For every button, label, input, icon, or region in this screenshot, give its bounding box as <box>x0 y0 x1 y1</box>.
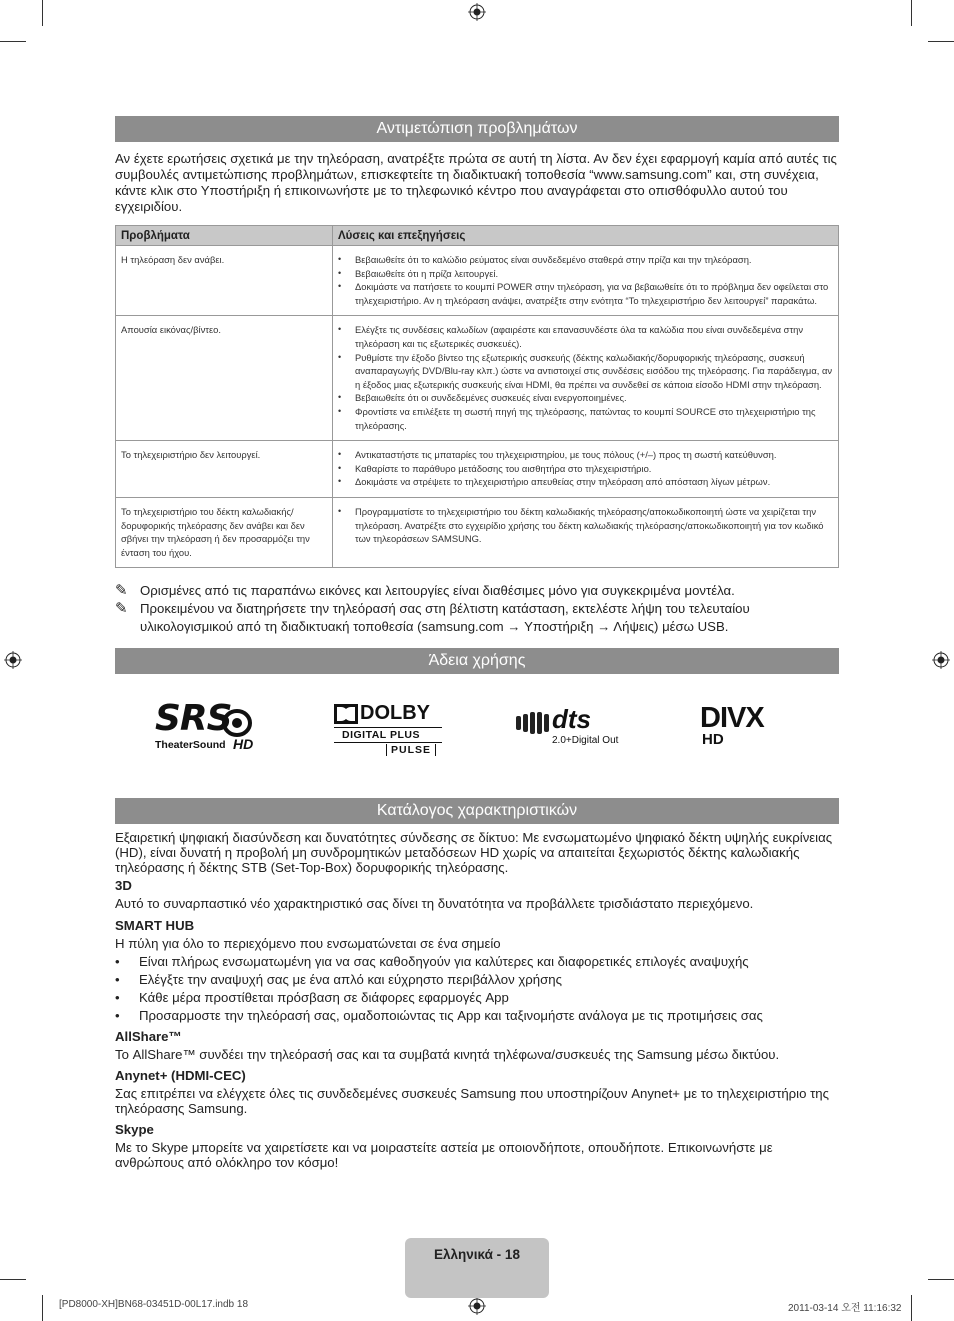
dts-digital-out-logo <box>516 704 626 752</box>
divx-hd-mark: HD <box>702 731 724 748</box>
crop-mark <box>928 1279 954 1280</box>
crop-mark <box>0 41 26 42</box>
solution-item: • Βεβαιωθείτε ότι οι συνδεδεμένες συσκευές είναι ενεργοποιημένες. <box>355 391 833 405</box>
solution-item: • Ελέγξτε τις συνδέσεις καλωδίων (αφαιρέστε και επανασυνδέστε όλα τα καλώδια που είναι συνδεδεμένα στην τηλεόραση και τις εξωτερικές συσκευές). <box>355 323 833 350</box>
print-datetime: 2011-03-14 오전 11:16:32 <box>788 1303 902 1314</box>
solution-item: • Προγραμματίστε το τηλεχειριστήριο του δέκτη καλωδιακής τηλεόρασης/αποκωδικοποιητή ώστε να χειρίζεται την τηλεόραση. Ανατρέξτε στο εγχειρίδιο χρήσης του δέκτη καλωδιακής τηλεόρασης/αποκωδικοποιητή για τον κωδικό των τηλεοράσεων SAMSUNG. <box>355 505 833 546</box>
dolby-digital-plus-label: DIGITAL PLUS <box>334 727 442 743</box>
table-row <box>116 497 839 567</box>
smarthub-bullet: • Ελέγξτε την αναψυχή σας με ένα απλό και εύχρηστο περιβάλλον χρήσης <box>115 971 839 989</box>
feature-smarthub-title: SMART HUB <box>115 918 195 933</box>
feature-anynet-text: Σας επιτρέπει να ελέγχετε όλες τις συνδεδεμένες συσκευές Samsung που υποστηρίζουν Anynet+ με το τηλεχειριστήριο της τηλεόρασης Samsung. <box>115 1086 829 1116</box>
srs-subtitle: TheaterSound <box>155 739 226 751</box>
problem-cell: Το τηλεχειριστήριο δεν λειτουργεί. <box>116 441 333 498</box>
print-file-info: [PD8000-XH]BN68-03451D-00L17.indb 18 <box>59 1299 249 1310</box>
dts-subtitle: 2.0+Digital Out <box>552 735 619 746</box>
page-number-tab: Ελληνικά - 18 <box>405 1238 549 1298</box>
feature-allshare-text: Το AllShare™ συνδέει την τηλεόρασή σας και τα συμβατά κινητά τηλέφωνα/συσκευές της Samsung μέσω δικτύου. <box>115 1047 780 1062</box>
troubleshooting-table <box>115 225 839 568</box>
registration-mark-icon <box>932 651 950 669</box>
dolby-wordmark: DOLBY <box>360 702 430 724</box>
dts-waves-icon <box>516 712 552 734</box>
srs-hd-mark: HD <box>233 736 254 752</box>
solution-item: • Δοκιμάστε να στρέψετε το τηλεχειριστήριο απευθείας στην τηλεόραση από απόσταση λίγων μέτρων. <box>355 475 833 489</box>
dolby-digital-plus-pulse-logo <box>334 704 438 758</box>
solution-item: • Αντικαταστήστε τις μπαταρίες του τηλεχειριστηρίου, με τους πόλους (+/–) προς τη σωστή κατεύθυνση. <box>355 448 833 462</box>
license-heading: Άδεια χρήσης <box>115 648 839 674</box>
problem-cell: Απουσία εικόνας/βίντεο. <box>116 316 333 441</box>
column-header-solutions: Λύσεις και επεξηγήσεις <box>333 226 839 246</box>
note-item <box>115 582 845 600</box>
crop-mark <box>928 41 954 42</box>
feature-skype-text: Με το Skype μπορείτε να χαιρετίσετε και να μοιραστείτε αστεία με οποιονδήποτε, οπουδήποτε. Επικοινωνήστε με ανθρώπους από ολόκληρο τον κόσμο! <box>115 1140 773 1170</box>
table-row <box>116 316 839 441</box>
srs-theatersound-hd-logo <box>155 698 260 754</box>
registration-mark-icon <box>468 1297 486 1315</box>
smarthub-bullet: • Είναι πλήρως ενσωματωμένη για να σας καθοδηγούν για καλύτερες και διαφορετικές επιλογές αναψυχής <box>115 953 839 971</box>
crop-mark <box>911 0 912 26</box>
divx-hd-logo <box>700 702 800 752</box>
crop-mark <box>42 0 43 26</box>
crop-mark <box>0 1279 26 1280</box>
srs-wordmark: SRS <box>155 698 232 739</box>
feature-3d-title: 3D <box>115 878 132 893</box>
dolby-double-d-icon <box>334 704 358 724</box>
solutions-cell <box>333 246 839 316</box>
feature-smarthub-text: Η πύλη για όλο το περιεχόμενο που ενσωματώνεται σε ένα σημείο <box>115 936 501 951</box>
divx-wordmark: DIVX <box>700 702 764 734</box>
solutions-cell <box>333 316 839 441</box>
feature-3d-text: Αυτό το συναρπαστικό νέο χαρακτηριστικό σας δίνει τη δυνατότητα να προβάλλετε τρισδιάστατο περιεχόμενο. <box>115 896 754 911</box>
registration-mark-icon <box>4 651 22 669</box>
feature-allshare-title: AllShare™ <box>115 1029 182 1044</box>
solution-item: • Βεβαιωθείτε ότι η πρίζα λειτουργεί. <box>355 267 833 281</box>
notes <box>115 582 845 636</box>
problem-cell: Η τηλεόραση δεν ανάβει. <box>116 246 333 316</box>
smarthub-bullet: • Προσαρμοστε την τηλεόρασή σας, ομαδοποιώντας τις App και ταξινομήστε ανάλογα με τις προτιμήσεις σας <box>115 1007 839 1025</box>
srs-circle-icon <box>221 708 253 738</box>
note-pencil-icon: ✎ <box>115 582 128 599</box>
feature-skype-title: Skype <box>115 1122 154 1137</box>
crop-mark <box>911 1295 912 1321</box>
problem-cell: Το τηλεχειριστήριο του δέκτη καλωδιακής/δορυφορικής τηλεόρασης δεν ανάβει και δεν σβήνει την τηλεόραση ή δεν προσαρμόζει την ένταση του ήχου. <box>116 497 333 567</box>
table-row <box>116 246 839 316</box>
smarthub-bullet: • Κάθε μέρα προστίθεται πρόσβαση σε διάφορες εφαρμογές App <box>115 989 839 1007</box>
crop-mark <box>42 1295 43 1321</box>
registration-mark-icon <box>468 3 486 21</box>
solutions-cell <box>333 497 839 567</box>
note-pencil-icon: ✎ <box>115 600 128 617</box>
solutions-cell <box>333 441 839 498</box>
solution-item: • Καθαρίστε το παράθυρο μετάδοσης του αισθητήρα στο τηλεχειριστήριο. <box>355 462 833 476</box>
column-header-problems: Προβλήματα <box>116 226 333 246</box>
features-intro: Εξαιρετική ψηφιακή διασύνδεση και δυνατότητες σύνδεσης σε δίκτυο: Με ενσωματωμένο ψηφιακό δέκτη υψηλής ευκρίνειας (HD), είναι δυνατή η προβολή μη συνδρομητικών μεταδόσεων HD χωρίς να απαιτείται ξεχωριστός δέκτης καλωδιακής τηλεόρασης ή δέκτης STB (Set-Top-Box) δορυφορικής τηλεόρασης. <box>115 830 833 875</box>
solution-item: • Ρυθμίστε την έξοδο βίντεο της εξωτερικής συσκευής (δέκτης καλωδιακής/δορυφορικής τηλεόρασης, συσκευή αναπαραγωγής DVD/Blu-ray κλπ.) ώστε να αντιστοιχεί στις συνδέσεις εισόδου της τηλεόρασης. Για παράδειγμα, αν η έξοδος μιας εξωτερικής συσκευής είναι HDMI, θα πρέπει να συνδεθεί σε κάποια είσοδο HDMI στην τηλεόραση. <box>355 351 833 392</box>
table-header-row <box>116 226 839 246</box>
features-content <box>115 830 839 1170</box>
feature-anynet-title: Anynet+ (HDMI-CEC) <box>115 1068 246 1083</box>
table-row <box>116 441 839 498</box>
solution-item: • Βεβαιωθείτε ότι το καλώδιο ρεύματος είναι συνδεδεμένο σταθερά στην πρίζα και την τηλεόραση. <box>355 253 833 267</box>
note-text: Ορισμένες από τις παραπάνω εικόνες και λειτουργίες είναι διαθέσιμες μόνο για συγκεκριμένα μοντέλα. <box>140 583 735 598</box>
note-text: Προκειμένου να διατηρήσετε την τηλεόρασή σας στη βέλτιστη κατάσταση, εκτελέστε λήψη του τελευταίου υλικολογισμικού από τη διαδικτυακή τοποθεσία (samsung.com → Υποστήριξη → Λήψεις) μέσω USB. <box>140 601 750 634</box>
solution-item: • Φροντίστε να επιλέξετε τη σωστή πηγή της τηλεόρασης, πατώντας το κουμπί SOURCE στο τηλεχειριστήριο της τηλεόρασης. <box>355 405 833 432</box>
solution-item: • Δοκιμάστε να πατήσετε το κουμπί POWER στην τηλεόραση, για να βεβαιωθείτε ότι το πρόβλημα δεν οφείλεται στο τηλεχειριστήριο. Αν η τηλεόραση ανάψει, ανατρέξτε στην ενότητα “Το τηλεχειριστήριο δεν λειτουργεί” παρακάτω. <box>355 280 833 307</box>
troubleshooting-intro: Αν έχετε ερωτήσεις σχετικά με την τηλεόραση, ανατρέξτε πρώτα σε αυτή τη λίστα. Αν δεν έχει εφαρμογή καμία από αυτές τις συμβουλές αντιμετώπισης προβλημάτων, επισκεφτείτε τη διαδικτυακή τοποθεσία “www.samsung.com” και, στη συνέχεια, κάντε κλικ στο Υποστήριξη ή επικοινωνήστε με το τηλεφωνικό κέντρο που αναγράφεται στο οπισθόφυλλο αυτού του εγχειριδίου. <box>115 151 837 214</box>
note-item <box>115 600 845 636</box>
features-heading: Κατάλογος χαρακτηριστικών <box>115 798 839 824</box>
dolby-pulse-label: PULSE <box>386 744 436 756</box>
troubleshooting-heading: Αντιμετώπιση προβλημάτων <box>115 116 839 142</box>
dts-wordmark: dts <box>552 704 591 734</box>
